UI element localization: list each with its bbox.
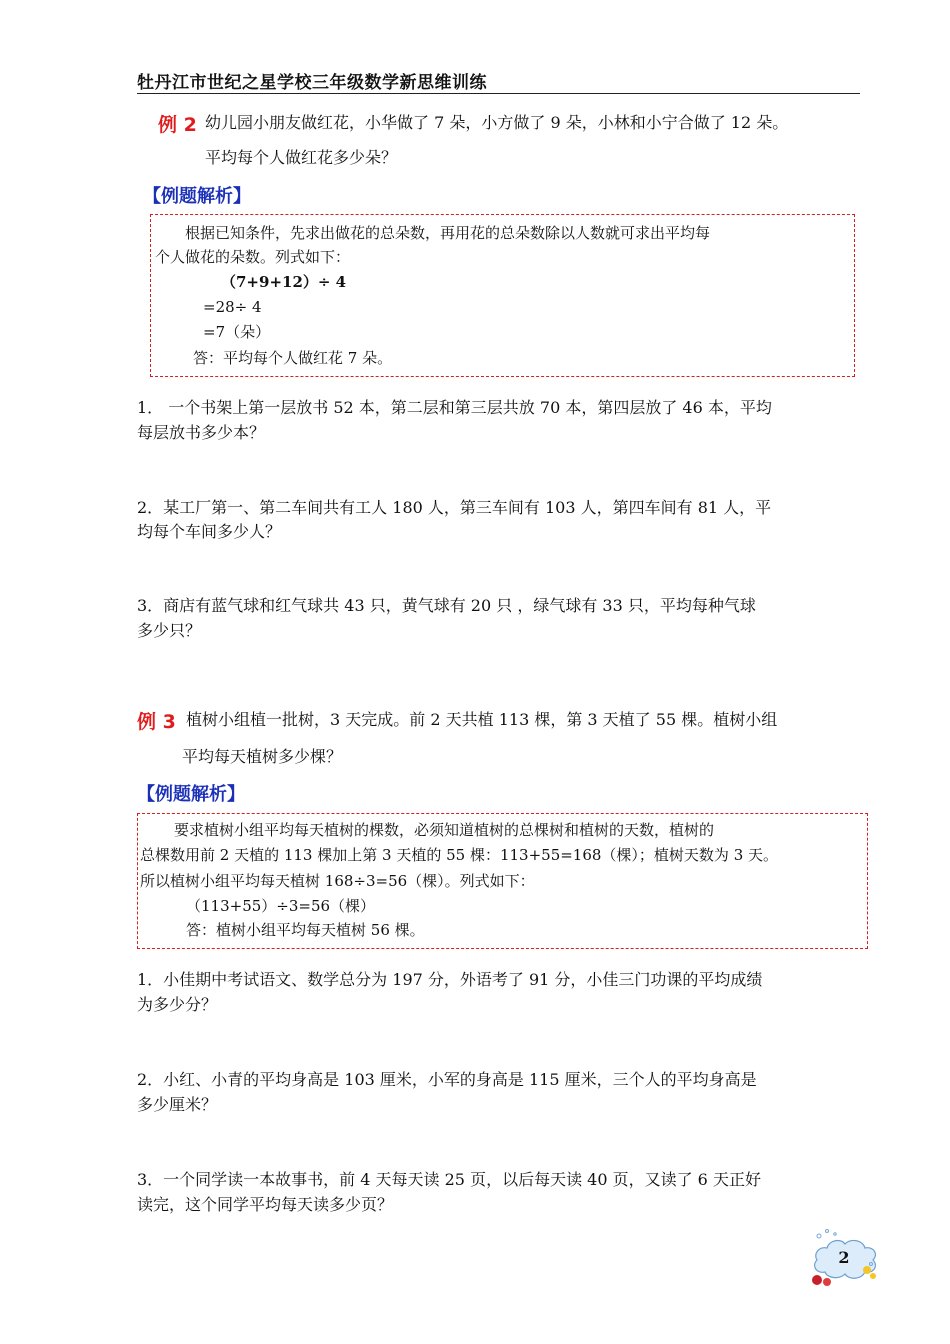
analysis-3-line1: 要求植树小组平均每天植树的棵数，必须知道植树的总棵树和植树的天数，植树的 <box>174 821 715 839</box>
question-2-2-line1: 2．某工厂第一、第二车间共有工人 180 人，第三车间有 103 人，第四车间有 81 人，平 <box>137 498 772 517</box>
analysis-2-step2: =7（朵） <box>203 323 271 341</box>
example-2-text-line1: 幼儿园小朋友做红花，小华做了 7 朵，小方做了 9 朵，小林和小宁合做了 12 朵。 <box>205 113 789 132</box>
question-3-3-line1: 3．一个同学读一本故事书，前 4 天每天读 25 页，以后每天读 40 页，又读了 6 天正好 <box>137 1170 761 1189</box>
question-3-2-line1: 2．小红、小青的平均身高是 103 厘米，小军的身高是 115 厘米，三个人的平均身高是 <box>137 1070 757 1089</box>
analysis-2-step1: =28÷ 4 <box>203 298 262 316</box>
question-3-3-line2: 读完，这个同学平均每天读多少页？ <box>137 1195 394 1214</box>
question-2-1-line2: 每层放书多少本？ <box>137 423 266 442</box>
analysis-3-line3: 所以植树小组平均每天植树 168÷3=56（棵）。列式如下： <box>140 872 535 890</box>
example-2-analysis-title: 【例题解析】 <box>143 186 251 207</box>
header-divider <box>137 93 860 94</box>
analysis-2-line2: 个人做花的朵数。列式如下： <box>155 248 351 266</box>
analysis-2-answer: 答：平均每个人做红花 7 朵。 <box>193 349 393 367</box>
example-2-text-line2: 平均每个人做红花多少朵？ <box>205 148 398 167</box>
question-2-3-line2: 多少只？ <box>137 621 202 640</box>
analysis-3-answer: 答：植树小组平均每天植树 56 棵。 <box>186 921 425 939</box>
example-3-analysis-title: 【例题解析】 <box>137 784 245 805</box>
question-3-1-line2: 为多少分？ <box>137 995 218 1014</box>
question-3-1-line1: 1．小佳期中考试语文、数学总分为 197 分，外语考了 91 分，小佳三门功课的平均成绩 <box>137 970 763 989</box>
question-2-3-line1: 3．商店有蓝气球和红气球共 43 只，黄气球有 20 只 ，绿气球有 33 只，平均每种气球 <box>137 596 756 615</box>
analysis-3-line2: 总棵数用前 2 天植的 113 棵加上第 3 天植的 55 棵：113+55=168（棵）；植树天数为 3 天。 <box>140 846 779 864</box>
page-number: 2 <box>838 1248 850 1267</box>
analysis-3-formula: （113+55）÷3=56（棵） <box>186 897 376 915</box>
question-2-2-line2: 均每个车间多少人？ <box>137 522 282 541</box>
example-3-text-line2: 平均每天植树多少棵？ <box>182 747 343 766</box>
document-header: 牡丹江市世纪之星学校三年级数学新思维训练 <box>137 73 487 93</box>
example-3-text-line1: 植树小组植一批树，3 天完成。前 2 天共植 113 棵，第 3 天植了 55 棵。植树小组 <box>186 710 778 729</box>
page-number-badge <box>807 1224 881 1290</box>
example-2-analysis-box <box>150 214 855 377</box>
question-2-1-line1: 1． 一个书架上第一层放书 52 本，第二层和第三层共放 70 本，第四层放了 46 本，平均 <box>137 398 772 417</box>
analysis-2-line1: 根据已知条件，先求出做花的总朵数，再用花的总朵数除以人数就可求出平均每 <box>185 224 711 242</box>
analysis-2-formula: （7+9+12）÷ 4 <box>221 273 347 291</box>
example-3-label: 例 3 <box>137 711 176 733</box>
question-3-2-line2: 多少厘米？ <box>137 1095 218 1114</box>
example-2-label: 例 2 <box>158 114 197 136</box>
example-3-analysis-box <box>137 813 868 949</box>
